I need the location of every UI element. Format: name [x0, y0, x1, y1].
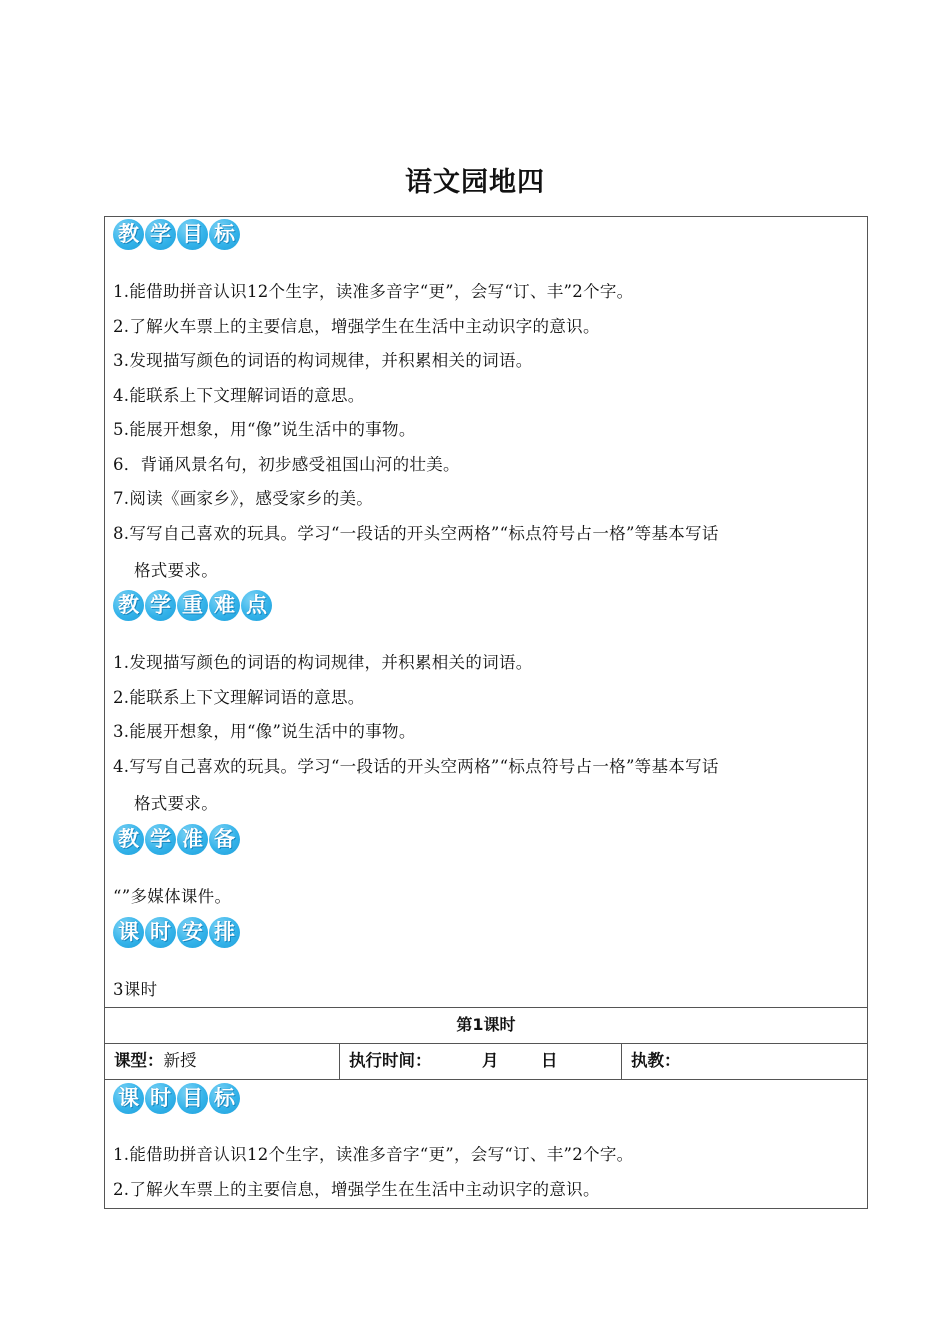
badge-char: 教 — [113, 219, 144, 250]
execution-time-label: 执行时间： — [349, 1051, 432, 1070]
preparation-text: “”多媒体课件。 — [113, 887, 232, 906]
preparation-badge — [113, 824, 240, 855]
page-title: 语文园地四 — [405, 167, 545, 198]
badge-char: 时 — [145, 917, 176, 948]
badge-char: 难 — [209, 590, 240, 621]
row-divider — [105, 1043, 867, 1044]
key-point-item: 4.写写自己喜欢的玩具。学习“一段话的开头空两格”“标点符号占一格”等基本写话 — [113, 757, 719, 776]
column-divider — [621, 1043, 622, 1079]
badge-char: 标 — [209, 1083, 240, 1114]
badge-char: 学 — [145, 219, 176, 250]
badge-char: 学 — [145, 590, 176, 621]
day-label: 日 — [541, 1051, 558, 1070]
objective-item: 1.能借助拼音认识12个生字，读准多音字“更”，会写“订、丰”2个字。 — [113, 282, 634, 301]
badge-char: 目 — [177, 1083, 208, 1114]
lesson-plan-table — [104, 216, 868, 1209]
objective-item: 5.能展开想象，用“像”说生活中的事物。 — [113, 420, 416, 439]
lesson-type-value: 新授 — [163, 1051, 197, 1070]
objective-item: 8.写写自己喜欢的玩具。学习“一段话的开头空两格”“标点符号占一格”等基本写话 — [113, 524, 719, 543]
objective-item: 6．背诵风景名句，初步感受祖国山河的壮美。 — [113, 455, 460, 474]
key-point-item-continued: 格式要求。 — [134, 794, 218, 813]
objective-item-continued: 格式要求。 — [134, 561, 218, 580]
key-point-item: 2.能联系上下文理解词语的意思。 — [113, 688, 365, 707]
badge-char: 时 — [145, 1083, 176, 1114]
objective-item: 2.了解火车票上的主要信息，增强学生在生活中主动识字的意识。 — [113, 317, 600, 336]
key-point-item: 3.能展开想象，用“像”说生活中的事物。 — [113, 722, 416, 741]
lesson-goal-item: 1.能借助拼音认识12个生字，读准多音字“更”，会写“订、丰”2个字。 — [113, 1145, 634, 1164]
badge-char: 点 — [241, 590, 272, 621]
lesson-type-label: 课型： — [114, 1051, 164, 1070]
key-points-badge — [113, 590, 272, 621]
badge-char: 排 — [209, 917, 240, 948]
badge-char: 标 — [209, 219, 240, 250]
objective-item: 3.发现描写颜色的词语的构词规律，并积累相关的词语。 — [113, 351, 533, 370]
schedule-text: 3课时 — [113, 980, 158, 999]
badge-char: 课 — [113, 1083, 144, 1114]
badge-char: 教 — [113, 590, 144, 621]
schedule-badge — [113, 917, 240, 948]
lesson-title: 第1课时 — [456, 1015, 516, 1034]
teacher-label: 执教： — [631, 1051, 681, 1070]
objective-item: 4.能联系上下文理解词语的意思。 — [113, 386, 365, 405]
badge-char: 准 — [177, 824, 208, 855]
lesson-goals-badge — [113, 1083, 240, 1114]
key-point-item: 1.发现描写颜色的词语的构词规律，并积累相关的词语。 — [113, 653, 533, 672]
lesson-type-cell — [114, 1047, 197, 1071]
objectives-badge — [113, 219, 240, 250]
row-divider — [105, 1007, 867, 1008]
lesson-goal-item: 2.了解火车票上的主要信息，增强学生在生活中主动识字的意识。 — [113, 1180, 600, 1199]
row-divider — [105, 1079, 867, 1080]
badge-char: 学 — [145, 824, 176, 855]
badge-char: 课 — [113, 917, 144, 948]
badge-char: 教 — [113, 824, 144, 855]
badge-char: 重 — [177, 590, 208, 621]
column-divider — [339, 1043, 340, 1079]
badge-char: 备 — [209, 824, 240, 855]
badge-char: 目 — [177, 219, 208, 250]
month-label: 月 — [482, 1051, 499, 1070]
badge-char: 安 — [177, 917, 208, 948]
objective-item: 7.阅读《画家乡》，感受家乡的美。 — [113, 489, 374, 508]
